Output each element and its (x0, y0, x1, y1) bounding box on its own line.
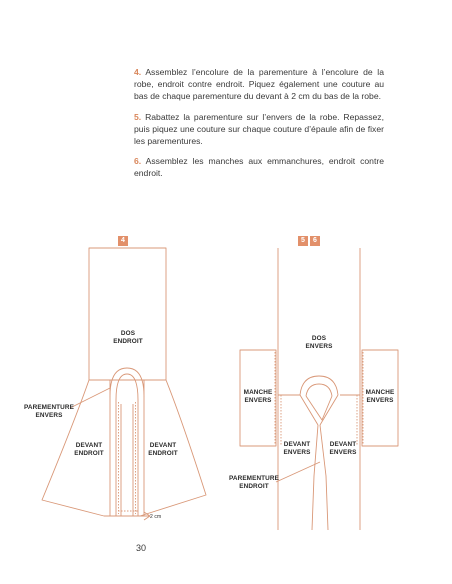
step-number: 4. (134, 67, 142, 77)
step-number: 6. (134, 156, 142, 167)
right-manche-right-label: MANCHE ENVERS (365, 389, 395, 404)
left-devant-left-label: DEVANT ENDROIT (74, 442, 104, 457)
left-parementure-pointer (70, 388, 110, 408)
step-text: Assemblez les manches aux emmanchures, endroit contre endroit. (134, 156, 384, 179)
right-figure-stitching (275, 352, 363, 446)
figure-badge-4: 4 (118, 236, 128, 246)
right-dos-label: DOS ENVERS (305, 335, 333, 350)
figure-badge-6: 6 (310, 236, 320, 246)
left-measure-label: 2 cm (150, 514, 162, 520)
right-parementure-pointer (276, 462, 320, 482)
step-text: Rabattez la parementure sur l’envers de la robe. Repassez, puis piquez une couture sur chaque couture d’épaule afin de fixer les parementures. (134, 111, 384, 147)
right-manche-left-label: MANCHE ENVERS (243, 389, 273, 404)
page-number: 30 (136, 543, 147, 553)
left-dos-label: DOS ENDROIT (113, 330, 143, 345)
left-parementure-label: PAREMENTURE ENVERS (24, 404, 74, 419)
right-devant-right-label: DEVANT ENVERS (329, 441, 357, 456)
step-text: Assemblez l’encolure de la parementure à l’encolure de la robe, endroit contre endroit. Piquez également une couture au bas de chaque parementure du devant à 2 cm du bas de la robe. (134, 67, 384, 102)
left-figure-outline (42, 248, 206, 516)
left-devant-right-label: DEVANT ENDROIT (148, 442, 178, 457)
right-parementure-label: PAREMENTURE ENDROIT (229, 475, 279, 490)
figure-badge-5: 5 (298, 236, 308, 246)
right-devant-left-label: DEVANT ENVERS (283, 441, 311, 456)
step-number: 5. (134, 111, 142, 122)
